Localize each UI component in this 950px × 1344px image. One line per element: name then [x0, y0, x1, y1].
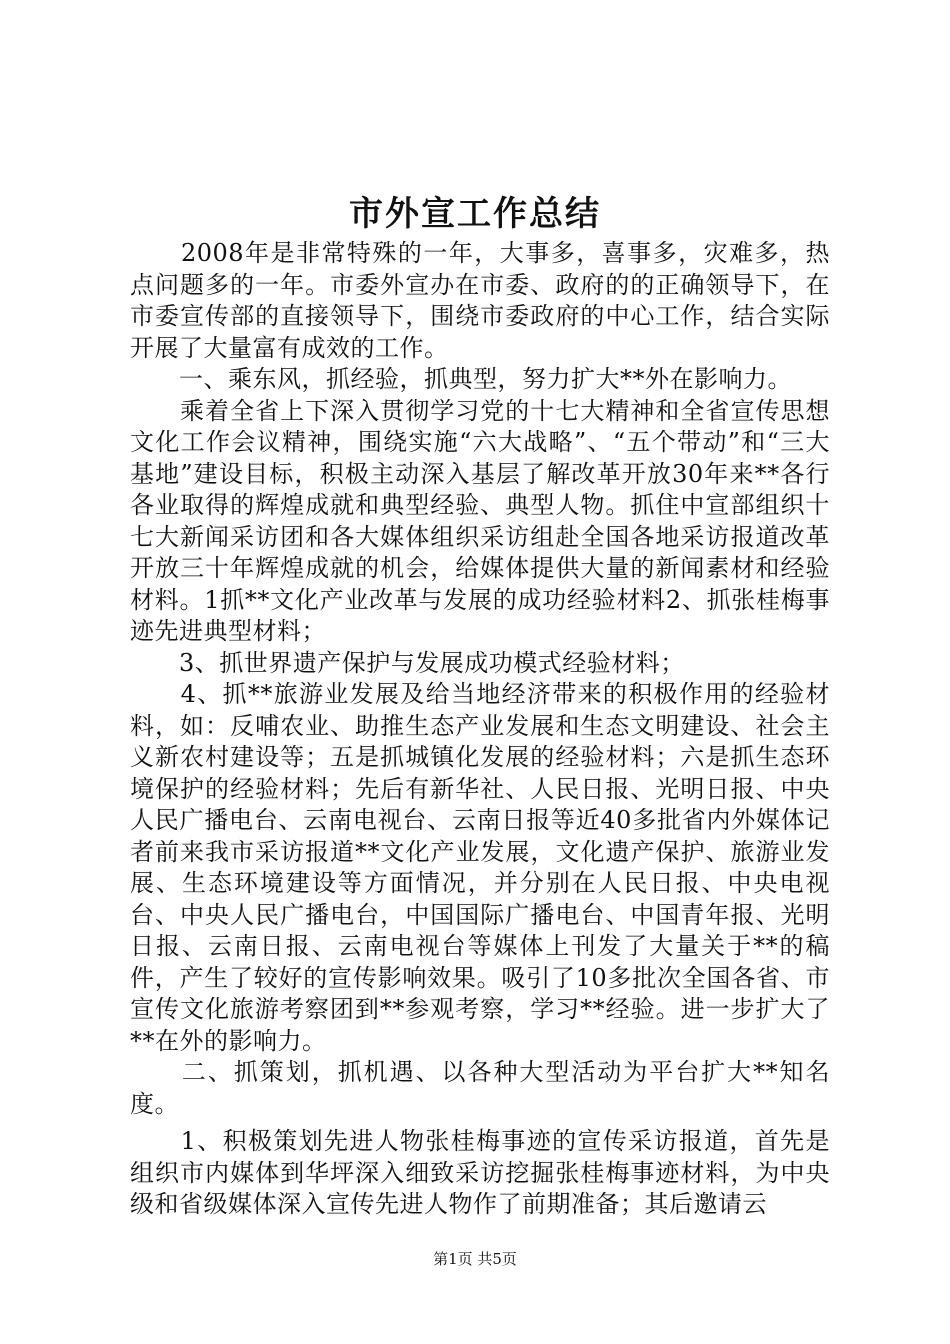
paragraph-section-1: 乘着全省上下深入贯彻学习党的十七大精神和全省宣传思想文化工作会议精神，围绕实施“六大战略”、“五个带动”和“三大基地”建设目标，积极主动深入基层了解改革开放30年来**各行各业取得的辉煌成就和典型经验、典型人物。抓住中宣部组织十七大新闻采访团和各大媒体组织采访组赴全国各地采访报道改革开放三十年辉煌成就的机会，给媒体提供大量的新闻素材和经验材料。1抓**文化产业改革与发展的成功经验材料2、抓张桂梅事迹先进典型材料； [130, 396, 830, 645]
document-body [130, 238, 830, 1221]
section-heading-2: 二、抓策划，抓机遇、以各种大型活动为平台扩大**知名度。 [130, 1058, 830, 1118]
page-footer: 第1页 共5页 [433, 1250, 517, 1268]
list-item-4: 4、抓**旅游业发展及给当地经济带来的积极作用的经验材料，如：反哺农业、助推生态产业发展和生态文明建设、社会主义新农村建设等；五是抓城镇化发展的经验材料；六是抓生态环境保护的经验材料；先后有新华社、人民日报、光明日报、中央人民广播电台、云南电视台、云南日报等近40多批省内外媒体记者前来我市采访报道**文化产业发展，文化遗产保护、旅游业发展、生态环境建设等方面情况，并分别在人民日报、中央电视台、中央人民广播电台，中国国际广播电台、中国青年报、光明日报、云南日报、云南电视台等媒体上刊发了大量关于**的稿件，产生了较好的宣传影响效果。吸引了10多批次全国各省、市宣传文化旅游考察团到**参观考察，学习**经验。进一步扩大了**在外的影响力。 [130, 680, 830, 1055]
document-title: 市外宣工作总结 [349, 194, 601, 234]
paragraph-section-2-item-1: 1、积极策划先进人物张桂梅事迹的宣传采访报道，首先是组织市内媒体到华坪深入细致采访挖掘张桂梅事迹材料，为中央级和省级媒体深入宣传先进人物作了前期准备；其后邀请云 [130, 1127, 830, 1218]
section-heading-1: 一、乘东风，抓经验，抓典型，努力扩大**外在影响力。 [130, 365, 792, 393]
list-item-3: 3、抓世界遗产保护与发展成功模式经验材料； [130, 648, 685, 677]
paragraph-intro: 2008年是非常特殊的一年，大事多，喜事多，灾难多，热点问题多的一年。市委外宣办在市委、政府的的正确领导下，在市委宣传部的直接领导下，围绕市委政府的中心工作，结合实际开展了大量富有成效的工作。 [130, 239, 830, 362]
